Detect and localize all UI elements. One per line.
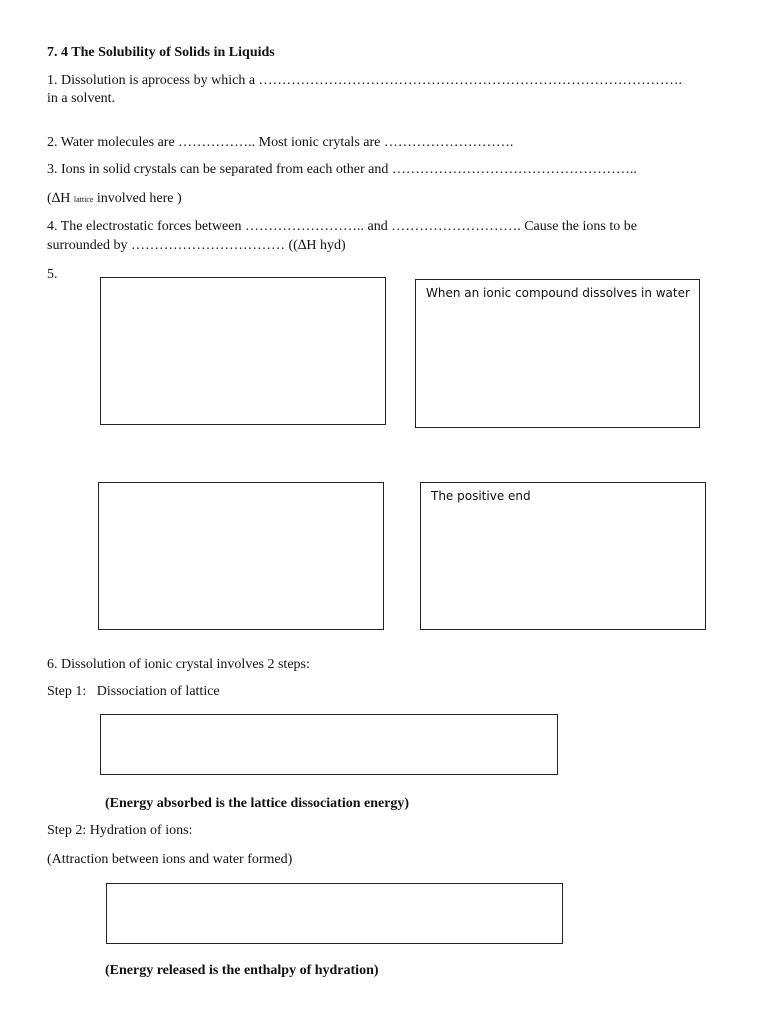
lattice-enthalpy-note [47, 190, 182, 208]
page-title: 7. 4 The Solubility of Solids in Liquids [47, 45, 275, 60]
diagram-box-top-right-label: When an ionic compound dissolves in water [426, 286, 690, 300]
question-2: 2. Water molecules are …………….. Most ionic crytals are ………………………. [47, 135, 514, 150]
lattice-note-suffix: involved here ) [96, 191, 182, 206]
step-2-heading: Step 2: Hydration of ions: [47, 823, 193, 838]
step-1-heading [47, 683, 220, 700]
question-6: 6. Dissolution of ionic crystal involves 2 steps: [47, 657, 310, 672]
step-2-answer-box [106, 883, 563, 944]
question-4-line-1: 4. The electrostatic forces between …………………….. and ………………………. Cause the ions to be [47, 219, 637, 234]
step-1-label: Step 1: [47, 684, 87, 699]
question-1-line-2: in a solvent. [47, 91, 116, 106]
step-1-answer-box [100, 714, 558, 775]
step-1-text: Dissociation of lattice [96, 684, 220, 699]
diagram-box-top-right [415, 279, 700, 428]
step-2-energy-note: (Energy released is the enthalpy of hydration) [105, 963, 379, 978]
diagram-box-bottom-left [98, 482, 384, 630]
step-1-energy-note: (Energy absorbed is the lattice dissociation energy) [105, 796, 410, 811]
lattice-note-prefix: (∆H [47, 191, 71, 206]
diagram-box-top-left [100, 277, 386, 425]
diagram-box-bottom-right [420, 482, 706, 630]
question-5-label: 5. [47, 267, 58, 282]
question-3: 3. Ions in solid crystals can be separated from each other and …………………………………………….. [47, 162, 637, 177]
diagram-box-bottom-right-label: The positive end [431, 489, 531, 503]
step-2-subtext: (Attraction between ions and water formed) [47, 852, 293, 867]
question-4-line-2: surrounded by …………………………… ((∆H hyd) [47, 238, 346, 253]
question-1-line-1: 1. Dissolution is aprocess by which a ………………………………………………………………………………. [47, 73, 683, 88]
lattice-note-subscript: lattice [73, 195, 94, 204]
